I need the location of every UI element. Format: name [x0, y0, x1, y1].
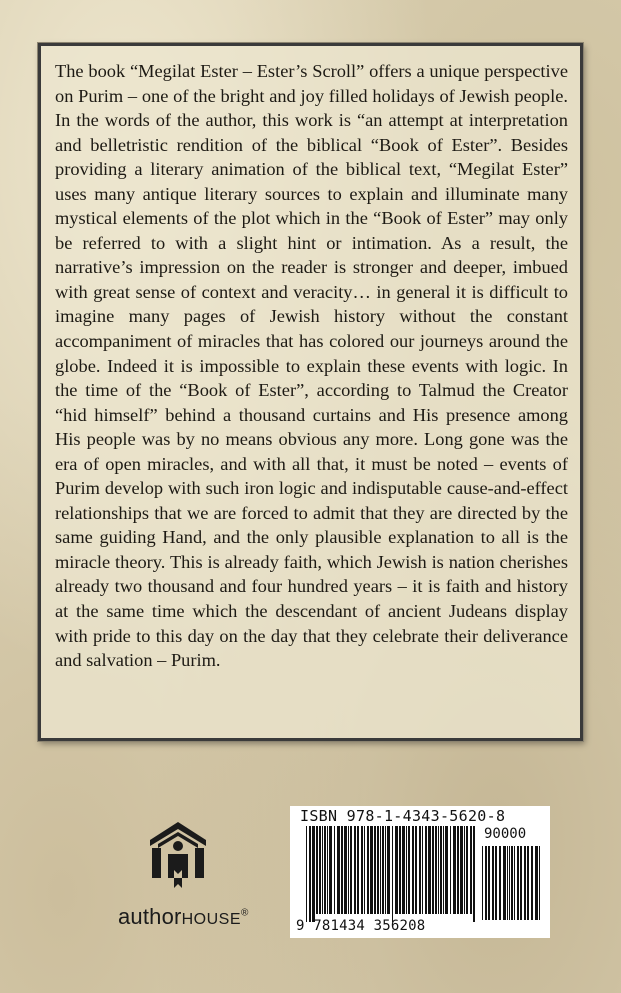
price-code: 90000 — [484, 826, 527, 842]
barcode-bar — [422, 826, 423, 914]
barcode-bar — [473, 826, 475, 922]
barcode-bar — [319, 826, 321, 914]
barcode-bar — [488, 846, 490, 920]
barcode-bar — [457, 826, 459, 914]
barcode-bar — [337, 826, 340, 914]
barcode-bar — [341, 826, 343, 914]
price-addon-bars — [482, 846, 542, 920]
barcode-bar — [329, 826, 332, 914]
barcode-bar — [470, 826, 472, 914]
barcode-bar — [324, 826, 326, 914]
barcode-bar — [354, 826, 356, 914]
barcode-bar — [392, 826, 393, 922]
barcode-bar — [492, 846, 494, 920]
ean-digits: 9 781434 356208 — [296, 918, 426, 934]
barcode-bar — [507, 846, 508, 920]
barcode-bar — [450, 826, 451, 914]
barcode-bar — [460, 826, 463, 914]
barcode-bar — [520, 846, 522, 920]
barcode-bar — [445, 826, 448, 914]
publisher-logo — [118, 818, 278, 928]
barcode-bar — [514, 846, 515, 920]
barcode-bar — [399, 826, 401, 914]
barcode-bar — [412, 826, 414, 914]
barcode-bar — [535, 846, 538, 920]
barcode-bar — [419, 826, 421, 914]
barcode-bar — [435, 826, 437, 914]
back-cover-text-panel — [38, 43, 583, 741]
barcode-bar — [344, 826, 347, 914]
barcode-bar — [327, 826, 328, 914]
barcode-bar — [309, 826, 311, 922]
barcode-bar — [402, 826, 405, 914]
barcode-bar — [361, 826, 363, 914]
barcode-bar — [357, 826, 359, 914]
barcode-bar — [306, 826, 307, 922]
barcode-bar — [415, 826, 417, 914]
barcode-bar — [511, 846, 513, 920]
barcode-bar — [499, 846, 501, 920]
barcode-bar — [387, 826, 390, 914]
barcode-bar — [380, 826, 381, 914]
barcode-bar — [377, 826, 379, 914]
barcode-bar — [539, 846, 540, 920]
barcode-bar — [428, 826, 431, 914]
barcode-bar — [443, 826, 444, 914]
barcode-bar — [382, 826, 384, 914]
barcode-bar — [453, 826, 456, 914]
barcode-bar — [509, 846, 510, 920]
barcode-bar — [432, 826, 434, 914]
barcode-bar — [364, 826, 365, 914]
barcode-bar — [322, 826, 323, 914]
barcode-bar — [527, 846, 529, 920]
barcode-bar — [524, 846, 526, 920]
barcode-bar — [374, 826, 376, 914]
book-description: The book “Megilat Ester – Ester’s Scroll” offers a unique perspective on Purim – one of the bright and joy filled holidays of Jewish people. In the words of the author, this work is “an attempt at interpretation and belletristic rendition of the biblical “Book of Ester”. Besides providing a literary animation of the biblical text, “Megilat Ester” uses many antique literary sources to explain and illuminate many mystical elements of the plot which in the “Book of Ester” may only be referred to with a slight hint or intimation. As a result, the narrative’s impression on the reader is stronger and deeper, imbued with great sense of context and veracity… in general it is difficult to imagine many pages of Jewish history without the constant accompaniment of miracles that has colored our journeys around the globe. Indeed it is impossible to explain these events with logic. In the time of the “Book of Ester”, according to Talmud the Creator “hid himself” behind a thousand curtains and His presence among His people was by no means obvious any more. Long gone was the era of open miracles, and with all that, it must be noted – events of Purim develop with such iron logic and indisputable cause-and-effect relationships that we are forced to admit that they are directed by the same guiding Hand, and the only plausible explanation to all is the miracle theory. This is already faith, which Jewish is nation cherishes already two thousand and four hundred years – it is faith and history at the same time which the descendant of ancient Judeans display with pride to this day on the day that they celebrate their deliverance and salvation – Purim. — [55, 61, 568, 671]
authorhouse-logo-icon — [146, 818, 210, 890]
barcode-bar — [517, 846, 519, 920]
barcode-bar — [316, 826, 318, 914]
barcode-bar — [425, 826, 427, 914]
barcode-bar — [503, 846, 506, 920]
barcode-bar — [440, 826, 442, 914]
barcode-bar — [408, 826, 410, 914]
barcode-bar — [350, 826, 352, 914]
barcode-bar — [406, 826, 407, 914]
isbn-label: ISBN 978-1-4343-5620-8 — [300, 807, 506, 825]
barcode-bar — [385, 826, 386, 914]
barcode-bar — [370, 826, 373, 914]
isbn-barcode — [290, 806, 550, 938]
publisher-name: authorHOUSE® — [118, 904, 249, 929]
ean-barcode-bars — [306, 826, 478, 922]
barcode-bar — [495, 846, 497, 920]
barcode-bar — [464, 826, 465, 914]
barcode-bar — [395, 826, 398, 914]
barcode-bar — [531, 846, 533, 920]
barcode-bar — [466, 826, 468, 914]
barcode-bar — [367, 826, 369, 914]
barcode-bar — [438, 826, 439, 914]
barcode-bar — [348, 826, 349, 914]
barcode-bar — [334, 826, 335, 914]
barcode-bar — [485, 846, 487, 920]
barcode-bar — [312, 826, 315, 922]
barcode-bar — [482, 846, 483, 920]
